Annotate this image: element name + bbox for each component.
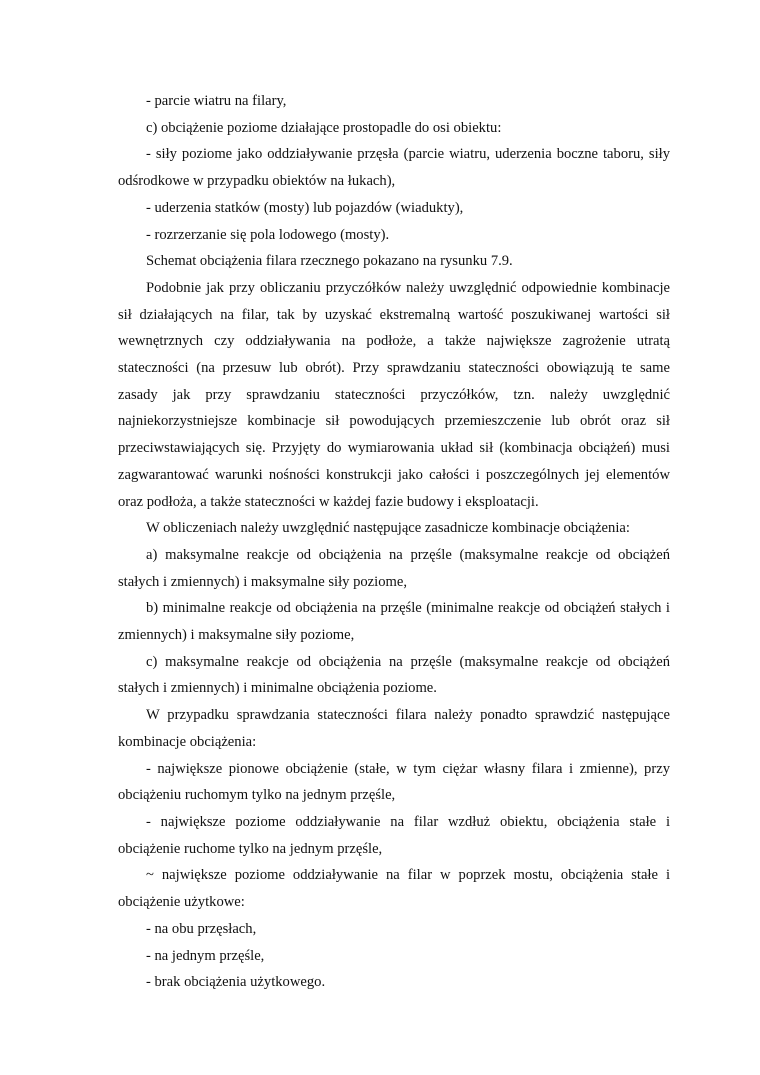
paragraph: - parcie wiatru na filary, <box>146 93 287 109</box>
paragraph: Schemat obciążenia filara rzecznego pokazano na rysunku 7.9. <box>146 253 513 270</box>
paragraph: a) maksymalne reakcje od obciążenia na przęśle (maksymalne reakcje od obciążeń stałych i zmiennych) i maksymalne siły poziome, <box>118 546 670 590</box>
paragraph: - największe poziome oddziaływanie na filar wzdłuż obiektu, obciążenia stałe i obciążenie ruchome tylko na jednym przęśle, <box>118 813 670 857</box>
paragraph: Podobnie jak przy obliczaniu przyczółków należy uwzględnić odpowiednie kombinacje sił działających na filar, tak by uzyskać ekstremalną wartość poszukiwanej wartości sił wewnętrznych czy oddziaływania na podłoże, a także największe zagrożenie utratą stateczności (na przesuw lub obrót). Przy sprawdzaniu stateczności obowiązują te same zasady jak przy sprawdzaniu stateczności przyczółków, tzn. należy uwzględnić najniekorzystniejsze kombinacje sił powodujących przemieszczenie lub obrót oraz sił przeciwstawiających się. Przyjęty do wymiarowania układ sił (kombinacja obciążeń) musi zagwarantować warunki nośności konstrukcji jako całości i poszczególnych jej elementów oraz podłoża, a także stateczności w każdej fazie budowy i eksploatacji. <box>118 279 670 510</box>
paragraph: ~ największe poziome oddziaływanie na filar w poprzek mostu, obciążenia stałe i obciążenie użytkowe: <box>118 867 670 911</box>
paragraph: - brak obciążenia użytkowego. <box>146 974 326 991</box>
paragraph: c) obciążenie poziome działające prostopadle do osi obiektu: <box>146 119 502 136</box>
document-page <box>118 88 670 996</box>
paragraph: - na jednym przęśle, <box>146 947 265 964</box>
paragraph: - na obu przęsłach, <box>146 920 257 937</box>
paragraph: - siły poziome jako oddziaływanie przęsła (parcie wiatru, uderzenia boczne taboru, siły odśrodkowe w przypadku obiektów na łukach), <box>118 146 670 190</box>
paragraph: W obliczeniach należy uwzględnić następujące zasadnicze kombinacje obciążenia: <box>146 520 630 537</box>
paragraph: - rozrzerzanie się pola lodowego (mosty). <box>146 226 390 243</box>
paragraph: b) minimalne reakcje od obciążenia na przęśle (minimalne reakcje od obciążeń stałych i zmiennych) i maksymalne siły poziome, <box>118 600 670 644</box>
paragraph: W przypadku sprawdzania stateczności filara należy ponadto sprawdzić następujące kombinacje obciążenia: <box>118 707 670 750</box>
paragraph: - uderzenia statków (mosty) lub pojazdów (wiadukty), <box>146 199 464 216</box>
paragraph: c) maksymalne reakcje od obciążenia na przęśle (maksymalne reakcje od obciążeń stałych i zmiennych) i minimalne obciążenia poziome. <box>118 653 670 697</box>
paragraph: - największe pionowe obciążenie (stałe, w tym ciężar własny filara i zmienne), przy obciążeniu ruchomym tylko na jednym przęśle, <box>118 760 670 804</box>
